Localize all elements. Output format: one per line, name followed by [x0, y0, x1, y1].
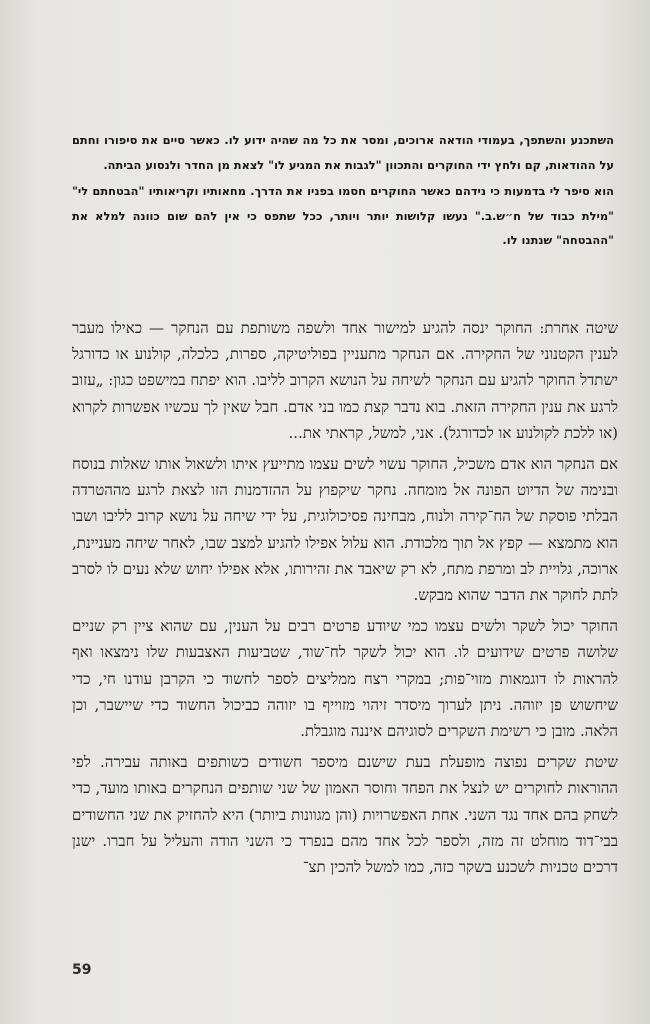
page-number: 59 — [72, 962, 92, 978]
body-text — [72, 315, 618, 885]
quoted-testimony — [72, 128, 614, 255]
quote-paragraph: השתכנע והשתפך, בעמודי הודאה ארוכים, ומסר את כל מה שהיה ידוע לו. כאשר סיים את סיפורו וחתם על ההודאות, קם ולחץ ידי החוקרים והתכוון "לגבות את המגיע לו" לצאת מן החדר ולנסוע הביתה. — [72, 133, 614, 172]
quote-paragraph: הוא סיפר לי בדמעות כי נידהם כאשר החוקרים חסמו בפניו את הדרך. מחאותיו וקריאותיו "הבטחתם לי" "מילת כבוד של ח״ש.ב." נעשו קלושות יותר ויותר, ככל שתפס כי אין להם שום כוונה למלא את "ההבטחה" שנתנו לו. — [72, 184, 614, 247]
body-paragraph: אם הנחקר הוא אדם משכיל, החוקר עשוי לשים עצמו מתייעץ איתו ולשאול אותו שאלות בנוסח ובנימה של הדיוט הפונה אל מומחה. נחקר שיקפוץ על ההזדמנות הזו לצאת לרגע מההטרדה הבלתי פוסקת של הח־קירה ולנוח, מבחינה פסיכולוגית, על ידי שיחה על נושא קרוב לליבו ושבו הוא מתמצא — קפץ אל תוך מלכודת. הוא עלול אפילו להגיע למצב שבו, לאחר שיחה מעניינת, ארוכה, גלויית לב ומרפת מתח, לא רק שיאבד את זהירותו, אלא אפילו יחוש שלא נעים לו לסרב לתת לחוקר את הדבר שהוא מבקש. — [72, 455, 618, 605]
body-paragraph: שיטה אחרת: החוקר ינסה להגיע למישור אחד ולשפה משותפת עם הנחקר — כאילו מעבר לענין הקטנוני של החקירה. אם הנחקר מתעניין בפוליטיקה, ספרות, כלכלה, קולנוע או כדורגל ישתדל החוקר להגיע עם הנחקר לשיחה על הנושא הקרוב לליבו. הוא יפתח במישפט כגון: „עזוב לרגע את ענין החקירה הזאת. בוא נדבר קצת כמו בני אדם. חבל שאין לך עכשיו אפשרות לקרוא (או ללכת לקולנוע או לכדורגל). אני, למשל, קראתי את... — [72, 319, 618, 442]
body-paragraph: שיטת שקרים נפוצה מופעלת בעת שישנם מיספר חשודים כשותפים באותה עבירה. לפי ההוראות לחוקרים יש לנצל את הפחד וחוסר האמון של שני שותפים הנחקרים באותו מועד, כדי לשחק בהם אחד נגד השני. אחת האפשרויות (והן מגוונות ביותר) היא להחזיק את שני החשודים בבי־דוד מוחלט זה מזה, ולספר לכל אחד מהם בנפרד כי השני הודה והעליל על חברו. ישנן דרכים טכניות לשכנע בשקר כזה, כמו למשל להכין תצ־ — [72, 753, 618, 877]
body-paragraph: החוקר יכול לשקר ולשים עצמו כמי שיודע פרטים רבים על הענין, עם שהוא ציין רק שניים שלושה פרטים שידועים לו. הוא יכול לשקר לח־שוד, שטביעות האצבעות שלו נימצאו ואף להראות לו דוגמאות מזוי־פות; במקרי רצח ממליצים לספר לחשוד כי הקרבן עודנו חי, כדי שיחשוש פן יזוהה. ניתן לערוך מיסדר זיהוי מזוייף בו יזוהה כביכול החשוד כדי שיישבר, וכן הלאה. מובן כי רשימת השקרים לסוגיהם איננה מוגבלת. — [72, 617, 618, 741]
